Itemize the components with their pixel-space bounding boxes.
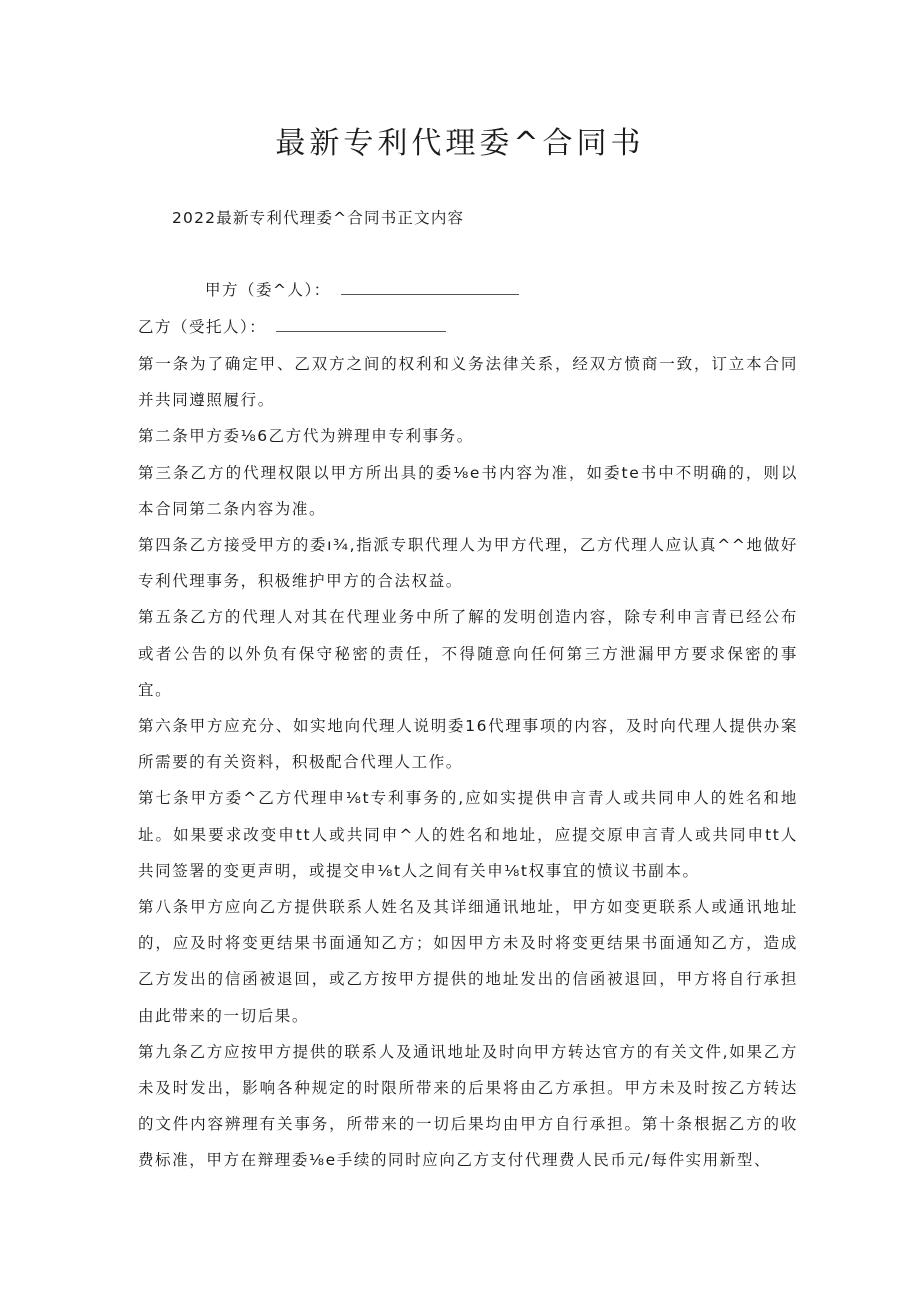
party-b-line bbox=[138, 315, 446, 339]
clause-1: 第一条为了确定甲、乙双方之间的权利和义务法律关系，经双方愤商一致，订立本合同并共同遵照履行。 bbox=[138, 355, 798, 410]
document-title: 最新专利代理委^合同书 bbox=[275, 126, 645, 161]
clause-7: 第七条甲方委^乙方代理申⅛t专利事务的,应如实提供申言青人或共同申人的姓名和地址。如果要求改变申tt人或共同申^人的姓名和地址，应提交原申言青人或共同申tt人共同签署的变更声明，或提交申⅛t人之间有关申⅛t权事宜的愤议书副本。 bbox=[138, 789, 798, 880]
party-b-blank bbox=[276, 317, 446, 332]
document-subtitle: 2022最新专利代理委^合同书正文内容 bbox=[172, 209, 465, 227]
contract-body bbox=[138, 346, 798, 1179]
clause-3: 第三条乙方的代理权限以甲方所出具的委⅛e书内容为准，如委te书中不明确的，则以本合同第二条内容为准。 bbox=[138, 463, 798, 518]
clause-4: 第四条乙方接受甲方的委ı¾,指派专职代理人为甲方代理，乙方代理人应认真^^地做好专利代理事务，积极维护甲方的合法权益。 bbox=[138, 536, 798, 591]
party-a-label: 甲方（委^人）： bbox=[205, 281, 331, 299]
party-a-blank bbox=[341, 280, 519, 295]
party-b-label: 乙方（受托人）： bbox=[138, 318, 267, 336]
party-a-line bbox=[205, 278, 519, 302]
clause-9: 第九条乙方应按甲方提供的联系人及通讯地址及时向甲方转达官方的有关文件,如果乙方未及时发出，影响各种规定的时限所带来的后果将由乙方承担。甲方未及时按乙方转达的文件内容辨理有关事务，所带来的一切后果均由甲方自行承担。第十条根据乙方的收费标准，甲方在辩理委⅛e手续的同时应向乙方支付代理费人民币元/每件实用新型、 bbox=[138, 1042, 798, 1170]
clause-5: 第五条乙方的代理人对其在代理业务中所了解的发明创造内容，除专利申言青已经公布或者公告的以外负有保守秘密的责任，不得随意向任何第三方泄漏甲方要求保密的事宜。 bbox=[138, 608, 798, 699]
clause-6: 第六条甲方应充分、如实地向代理人说明委16代理事项的内容，及时向代理人提供办案所需要的有关资料，积极配合代理人工作。 bbox=[138, 717, 798, 772]
clause-8: 第八条甲方应向乙方提供联系人姓名及其详细通讯地址，甲方如变更联系人或通讯地址的，应及时将变更结果书面通知乙方；如因甲方未及时将变更结果书面通知乙方，造成乙方发出的信函被退回，或乙方按甲方提供的地址发出的信函被退回，甲方将自行承担由此带来的一切后果。 bbox=[138, 898, 798, 1025]
clause-2: 第二条甲方委⅛6乙方代为辨理申专利事务。 bbox=[138, 427, 474, 446]
